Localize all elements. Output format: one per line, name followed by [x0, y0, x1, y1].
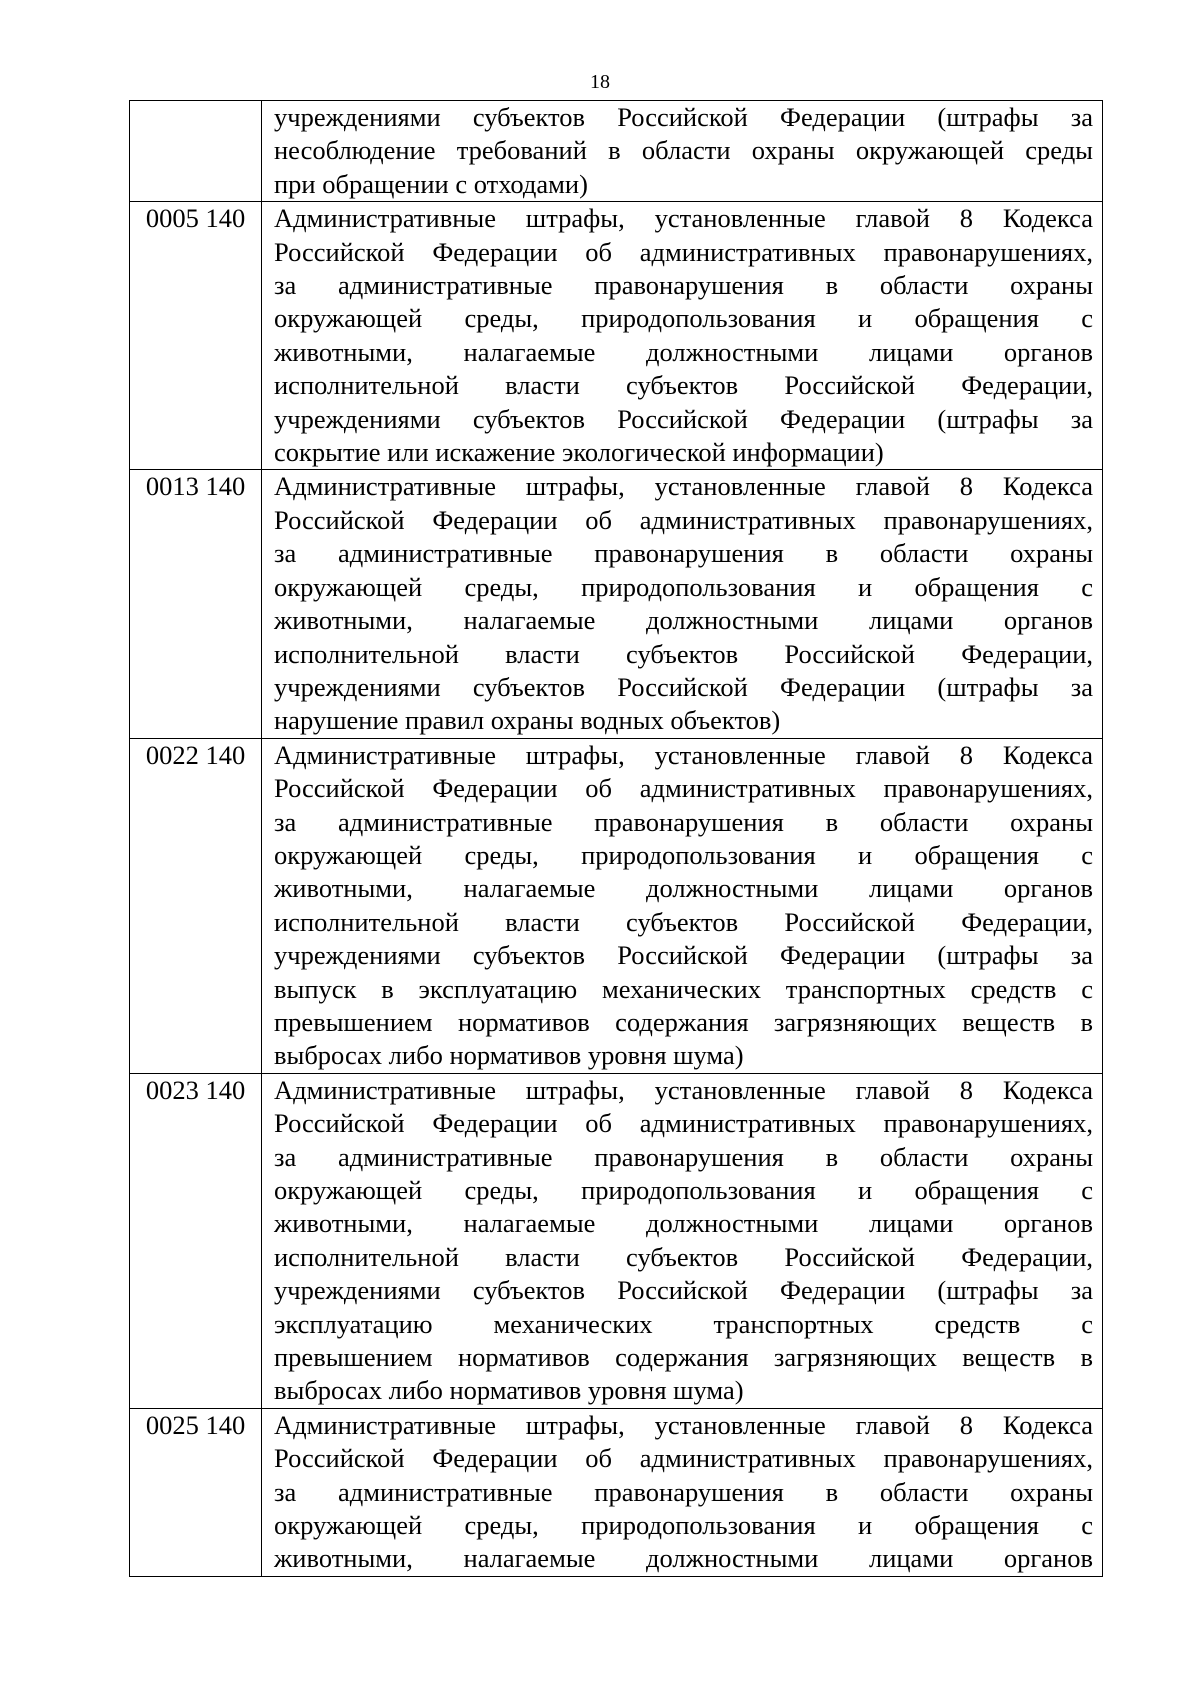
- description-line: за административные правонарушения в области охраны: [274, 270, 1093, 301]
- description-line: за административные правонарушения в области охраны: [274, 538, 1093, 569]
- code-cell: 0023 140: [130, 1073, 262, 1408]
- description-cell: [262, 738, 1103, 1073]
- description-line: учреждениями субъектов Российской Федерации (штрафы за: [274, 940, 1093, 971]
- description-line: Административные штрафы, установленные главой 8 Кодекса: [274, 1409, 1093, 1440]
- description-line: окружающей среды, природопользования и обращения с: [274, 839, 1093, 870]
- table-row: [130, 1408, 1103, 1576]
- description-line: Российской Федерации об административных правонарушениях,: [274, 773, 1093, 804]
- description-line: превышением нормативов содержания загрязняющих веществ в: [274, 1006, 1093, 1037]
- code-cell: [130, 101, 262, 202]
- table-row: [130, 470, 1103, 738]
- description-line: исполнительной власти субъектов Российской Федерации,: [274, 370, 1093, 401]
- code-cell: 0005 140: [130, 202, 262, 470]
- description-cell: [262, 202, 1103, 470]
- codes-table: [129, 100, 1103, 1577]
- description-line: окружающей среды, природопользования и обращения с: [274, 1510, 1093, 1541]
- description-line: окружающей среды, природопользования и обращения с: [274, 571, 1093, 602]
- description-line: Административные штрафы, установленные главой 8 Кодекса: [274, 203, 1093, 234]
- description-line: нарушение правил охраны водных объектов): [274, 705, 781, 736]
- description-line: выбросах либо нормативов уровня шума): [274, 1040, 744, 1071]
- description-line: учреждениями субъектов Российской Федерации (штрафы за: [274, 671, 1093, 702]
- description-cell: [262, 101, 1103, 202]
- description-line: за административные правонарушения в области охраны: [274, 1476, 1093, 1507]
- description-line: животными, налагаемые должностными лицами органов: [274, 873, 1093, 904]
- description-line: Российской Федерации об административных правонарушениях,: [274, 1443, 1093, 1474]
- description-line: исполнительной власти субъектов Российской Федерации,: [274, 638, 1093, 669]
- description-line: превышением нормативов содержания загрязняющих веществ в: [274, 1342, 1093, 1373]
- description-line: животными, налагаемые должностными лицами органов: [274, 1208, 1093, 1239]
- description-line: животными, налагаемые должностными лицами органов: [274, 1543, 1093, 1574]
- description-line: окружающей среды, природопользования и обращения с: [274, 303, 1093, 334]
- description-cell: [262, 1408, 1103, 1576]
- code-cell: 0022 140: [130, 738, 262, 1073]
- description-line: окружающей среды, природопользования и обращения с: [274, 1175, 1093, 1205]
- description-line: выпуск в эксплуатацию механических транспортных средств с: [274, 973, 1093, 1004]
- table-row: [130, 202, 1103, 470]
- description-line: выбросах либо нормативов уровня шума): [274, 1375, 744, 1406]
- description-line: несоблюдение требований в области охраны окружающей среды: [274, 135, 1093, 166]
- description-line: исполнительной власти субъектов Российской Федерации,: [274, 1241, 1093, 1272]
- description-line: Российской Федерации об административных правонарушениях,: [274, 504, 1093, 535]
- code-cell: 0013 140: [130, 470, 262, 738]
- table-row: [130, 1073, 1103, 1408]
- codes-table-body: [130, 101, 1103, 1577]
- description-line: эксплуатацию механических транспортных средств с: [274, 1308, 1093, 1339]
- description-line: при обращении с отходами): [274, 168, 588, 199]
- description-cell: [262, 470, 1103, 738]
- page-number: 18: [590, 71, 610, 93]
- table-row: [130, 738, 1103, 1073]
- table-row: [130, 101, 1103, 202]
- description-line: Административные штрафы, установленные главой 8 Кодекса: [274, 471, 1093, 502]
- description-line: животными, налагаемые должностными лицами органов: [274, 605, 1093, 636]
- description-line: учреждениями субъектов Российской Федерации (штрафы за: [274, 403, 1093, 434]
- description-line: Российской Федерации об административных правонарушениях,: [274, 1108, 1093, 1139]
- description-line: сокрытие или искажение экологической информации): [274, 437, 884, 468]
- description-line: учреждениями субъектов Российской Федерации (штрафы за: [274, 102, 1093, 132]
- description-line: животными, налагаемые должностными лицами органов: [274, 336, 1093, 367]
- description-line: за административные правонарушения в области охраны: [274, 806, 1093, 837]
- description-line: за административные правонарушения в области охраны: [274, 1141, 1093, 1172]
- code-cell: 0025 140: [130, 1408, 262, 1576]
- description-line: исполнительной власти субъектов Российской Федерации,: [274, 906, 1093, 937]
- description-cell: [262, 1073, 1103, 1408]
- description-line: Российской Федерации об административных правонарушениях,: [274, 236, 1093, 267]
- description-line: Административные штрафы, установленные главой 8 Кодекса: [274, 1074, 1093, 1105]
- description-line: Административные штрафы, установленные главой 8 Кодекса: [274, 739, 1093, 770]
- description-line: учреждениями субъектов Российской Федерации (штрафы за: [274, 1275, 1093, 1306]
